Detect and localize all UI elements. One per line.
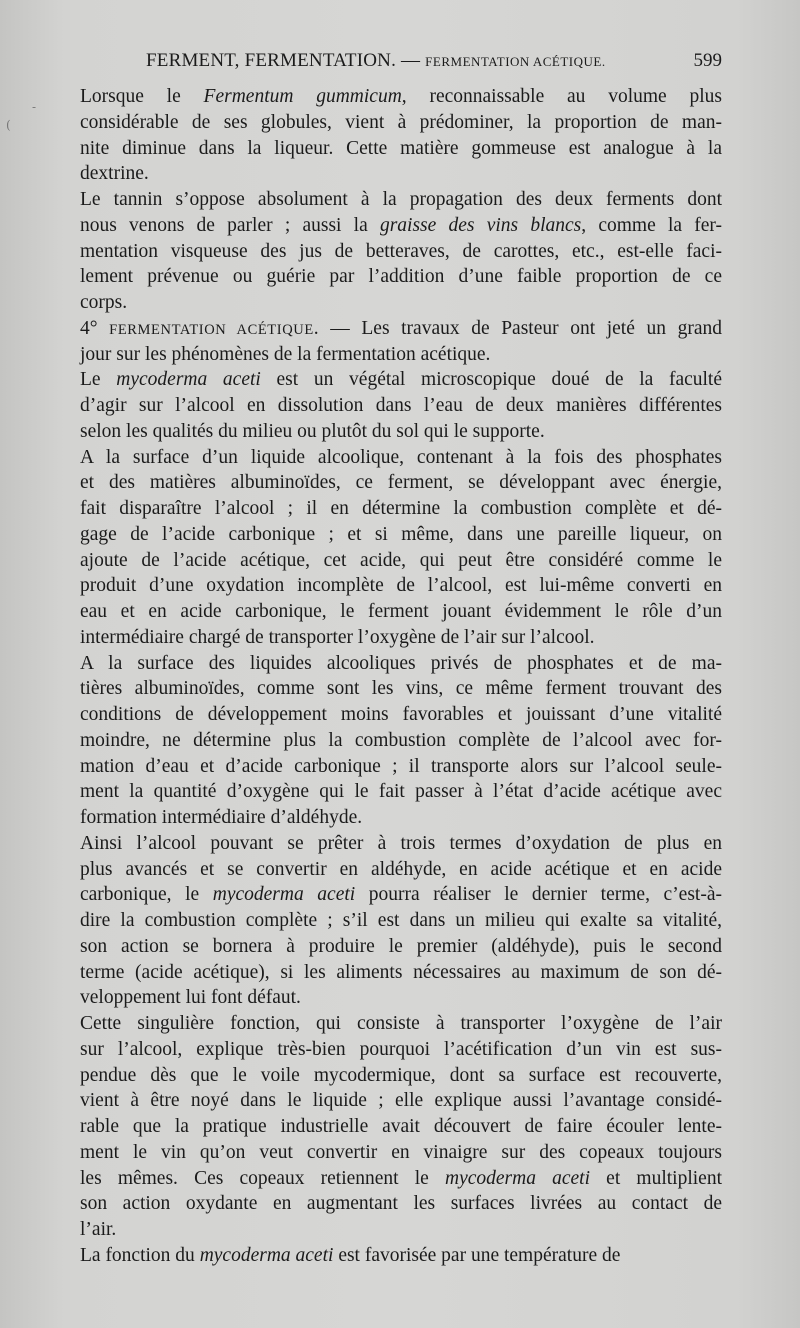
text-run: fait disparaître l’alcool ; il en détermine la combustion complète et dé- [80, 498, 722, 519]
text-line [80, 960, 722, 986]
text-line [80, 187, 722, 213]
text-line [80, 264, 722, 290]
text-line [80, 239, 722, 265]
text-run: pourra réaliser le dernier terme, c’est-à- [355, 884, 722, 906]
header-title-main: FERMENT, FERMENTATION. — [146, 50, 421, 71]
text-run: nous venons de parler ; aussi la [80, 214, 380, 236]
text-line [80, 1191, 722, 1217]
text-run: et multiplient [590, 1167, 722, 1189]
margin-mark: ( [6, 118, 11, 132]
text-run: , comme la fer- [581, 214, 723, 236]
paragraph [80, 651, 722, 831]
text-line [80, 419, 722, 445]
text-line [80, 1088, 722, 1114]
text-run: produit d’une oxydation incomplète de l’alcool, est lui-même converti en [80, 575, 722, 597]
text-line [80, 599, 722, 625]
text-line [80, 522, 722, 548]
text-line [80, 831, 722, 857]
text-run: mation d’eau et d’acide carbonique ; il transporte alors sur l’alcool seule- [80, 755, 722, 777]
italic-term: graisse des vins blancs [379, 214, 582, 236]
text-line [80, 1166, 722, 1192]
text-line [80, 161, 722, 187]
margin-mark: - [32, 100, 37, 114]
text-run: pendue dès que le voile mycodermique, dont sa surface est recouverte, [80, 1064, 722, 1086]
text-run: corps. [80, 292, 128, 313]
page-body-text [80, 84, 722, 1269]
text-line [80, 702, 722, 728]
italic-term: mycoderma aceti [199, 1244, 334, 1266]
text-run: La fonction du [80, 1244, 200, 1266]
paragraph [80, 84, 722, 187]
text-run: veloppement lui font défaut. [80, 987, 301, 1009]
text-line [80, 985, 722, 1011]
text-run: , reconnaissable au volume plus [401, 86, 722, 107]
text-run: rable que la pratique industrielle avait découvert de faire écouler lente- [80, 1116, 722, 1137]
text-line [80, 625, 722, 651]
text-run: conditions de développement moins favorables et jouissant d’une vitalité [80, 704, 722, 725]
paragraph [80, 445, 722, 651]
text-run: considérable de ses globules, vient à prédominer, la proportion de man- [80, 111, 722, 133]
text-line [80, 908, 722, 934]
italic-term: mycoderma aceti [116, 369, 261, 391]
text-run: dextrine. [80, 163, 149, 185]
text-run: lement prévenue ou guérie par l’addition d’une faible proportion de ce [80, 266, 722, 288]
text-run: Cette singulière fonction, qui consiste à transporter l’oxygène de l’air [80, 1013, 722, 1034]
text-run: ajoute de l’acide acétique, cet acide, qui peut être considéré comme le [80, 549, 722, 571]
text-run: et des matières albuminoïdes, ce ferment, se développant avec énergie, [80, 472, 722, 494]
text-run: sur l’alcool, explique très-bien pourquoi l’acétification d’un vin est sus- [80, 1038, 722, 1060]
text-line [80, 754, 722, 780]
italic-term: mycoderma aceti [212, 884, 356, 906]
text-run: dire la combustion complète ; s’il est dans un milieu qui exalte sa vitalité, [80, 910, 722, 931]
text-line [80, 342, 722, 368]
text-run: gage de l’acide carbonique ; et si même, dans une pareille liqueur, on [80, 523, 722, 545]
text-line [80, 393, 722, 419]
text-line [80, 934, 722, 960]
text-run: Ainsi l’alcool pouvant se prêter à trois termes d’oxydation de plus en [80, 832, 722, 854]
text-run: ment le vin qu’on veut convertir en vinaigre sur des copeaux toujours [80, 1141, 722, 1163]
text-run: est un végétal microscopique doué de la faculté [260, 369, 722, 391]
text-run: mentation visqueuse des jus de betteraves, de carottes, etc., est-elle faci- [80, 240, 722, 262]
small-caps-heading: FERMENTATION ACÉTIQUE [109, 321, 314, 338]
text-run: vient à être noyé dans le liquide ; elle explique aussi l’avantage considé- [80, 1090, 722, 1112]
text-run: moindre, ne détermine plus la combustion complète de l’alcool avec for- [80, 729, 722, 751]
text-line [80, 1011, 722, 1037]
text-line [80, 882, 722, 908]
text-line [80, 548, 722, 574]
text-run: nite diminue dans la liqueur. Cette matière gommeuse est analogue à la [80, 137, 722, 159]
text-line [80, 213, 722, 239]
text-run: son action oxydante en augmentant les surfaces livrées au contact de [80, 1193, 722, 1215]
text-run: 4° [80, 317, 110, 339]
text-line [80, 805, 722, 831]
text-run: les mêmes. Ces copeaux retiennent le [80, 1167, 445, 1189]
text-run: tières albuminoïdes, comme sont les vins, ce même ferment trouvant des [80, 678, 722, 700]
header-title-sub: FERMENTATION ACÉTIQUE. [425, 54, 606, 69]
text-line [80, 84, 722, 110]
text-line [80, 110, 722, 136]
page-number: 599 [693, 50, 722, 71]
text-line [80, 316, 722, 342]
text-run: Lorsque le [80, 86, 204, 107]
text-line [80, 1217, 722, 1243]
text-line [80, 651, 722, 677]
text-line [80, 779, 722, 805]
text-run: formation intermédiaire d’aldéhyde. [80, 807, 363, 828]
text-run: est favorisée par une température de [333, 1244, 621, 1266]
italic-term: Fermentum gummicum [203, 86, 402, 107]
text-run: . — Les travaux de Pasteur ont jeté un grand [313, 317, 722, 339]
text-run: Le tannin s’oppose absolument à la propagation des deux ferments dont [80, 189, 722, 210]
text-run: plus avancés et se convertir en aldéhyde, en acide acétique et en acide [80, 858, 722, 880]
italic-term: mycoderma aceti [444, 1167, 591, 1189]
text-run: A la surface d’un liquide alcoolique, contenant à la fois des phosphates [80, 446, 722, 468]
text-line [80, 1140, 722, 1166]
paragraph [80, 1011, 722, 1243]
text-run: intermédiaire chargé de transporter l’oxygène de l’air sur l’alcool. [80, 626, 595, 648]
text-run: d’agir sur l’alcool en dissolution dans l’eau de deux manières différentes [80, 395, 722, 416]
text-line [80, 857, 722, 883]
text-run: son action se bornera à produire le premier (aldéhyde), puis le second [80, 935, 722, 957]
paragraph [80, 187, 722, 316]
text-line [80, 573, 722, 599]
paragraph [80, 1243, 722, 1269]
text-run: jour sur les phénomènes de la fermentation acétique. [80, 343, 491, 365]
text-line [80, 496, 722, 522]
text-line [80, 676, 722, 702]
paragraph [80, 831, 722, 1011]
text-line [80, 445, 722, 471]
text-run: ment la quantité d’oxygène qui le fait passer à l’état d’acide acétique avec [80, 781, 722, 803]
text-run: selon les qualités du milieu ou plutôt du sol qui le supporte. [80, 420, 545, 442]
text-line [80, 1063, 722, 1089]
text-line [80, 1243, 722, 1269]
text-line [80, 136, 722, 162]
text-run: l’air. [80, 1219, 117, 1240]
text-line [80, 470, 722, 496]
text-run: eau et en acide carbonique, le ferment jouant évidemment le rôle d’un [80, 601, 722, 622]
text-run: carbonique, le [80, 884, 213, 906]
text-line [80, 728, 722, 754]
paragraph [80, 316, 722, 368]
text-run: A la surface des liquides alcooliques privés de phosphates et de ma- [80, 652, 722, 674]
header-title [146, 46, 606, 77]
running-header [146, 46, 722, 76]
paragraph [80, 367, 722, 444]
text-run: Le [80, 369, 117, 391]
text-line [80, 1037, 722, 1063]
text-line [80, 290, 722, 316]
text-run: terme (acide acétique), si les aliments nécessaires au maximum de son dé- [80, 961, 722, 983]
text-line [80, 367, 722, 393]
text-line [80, 1114, 722, 1140]
